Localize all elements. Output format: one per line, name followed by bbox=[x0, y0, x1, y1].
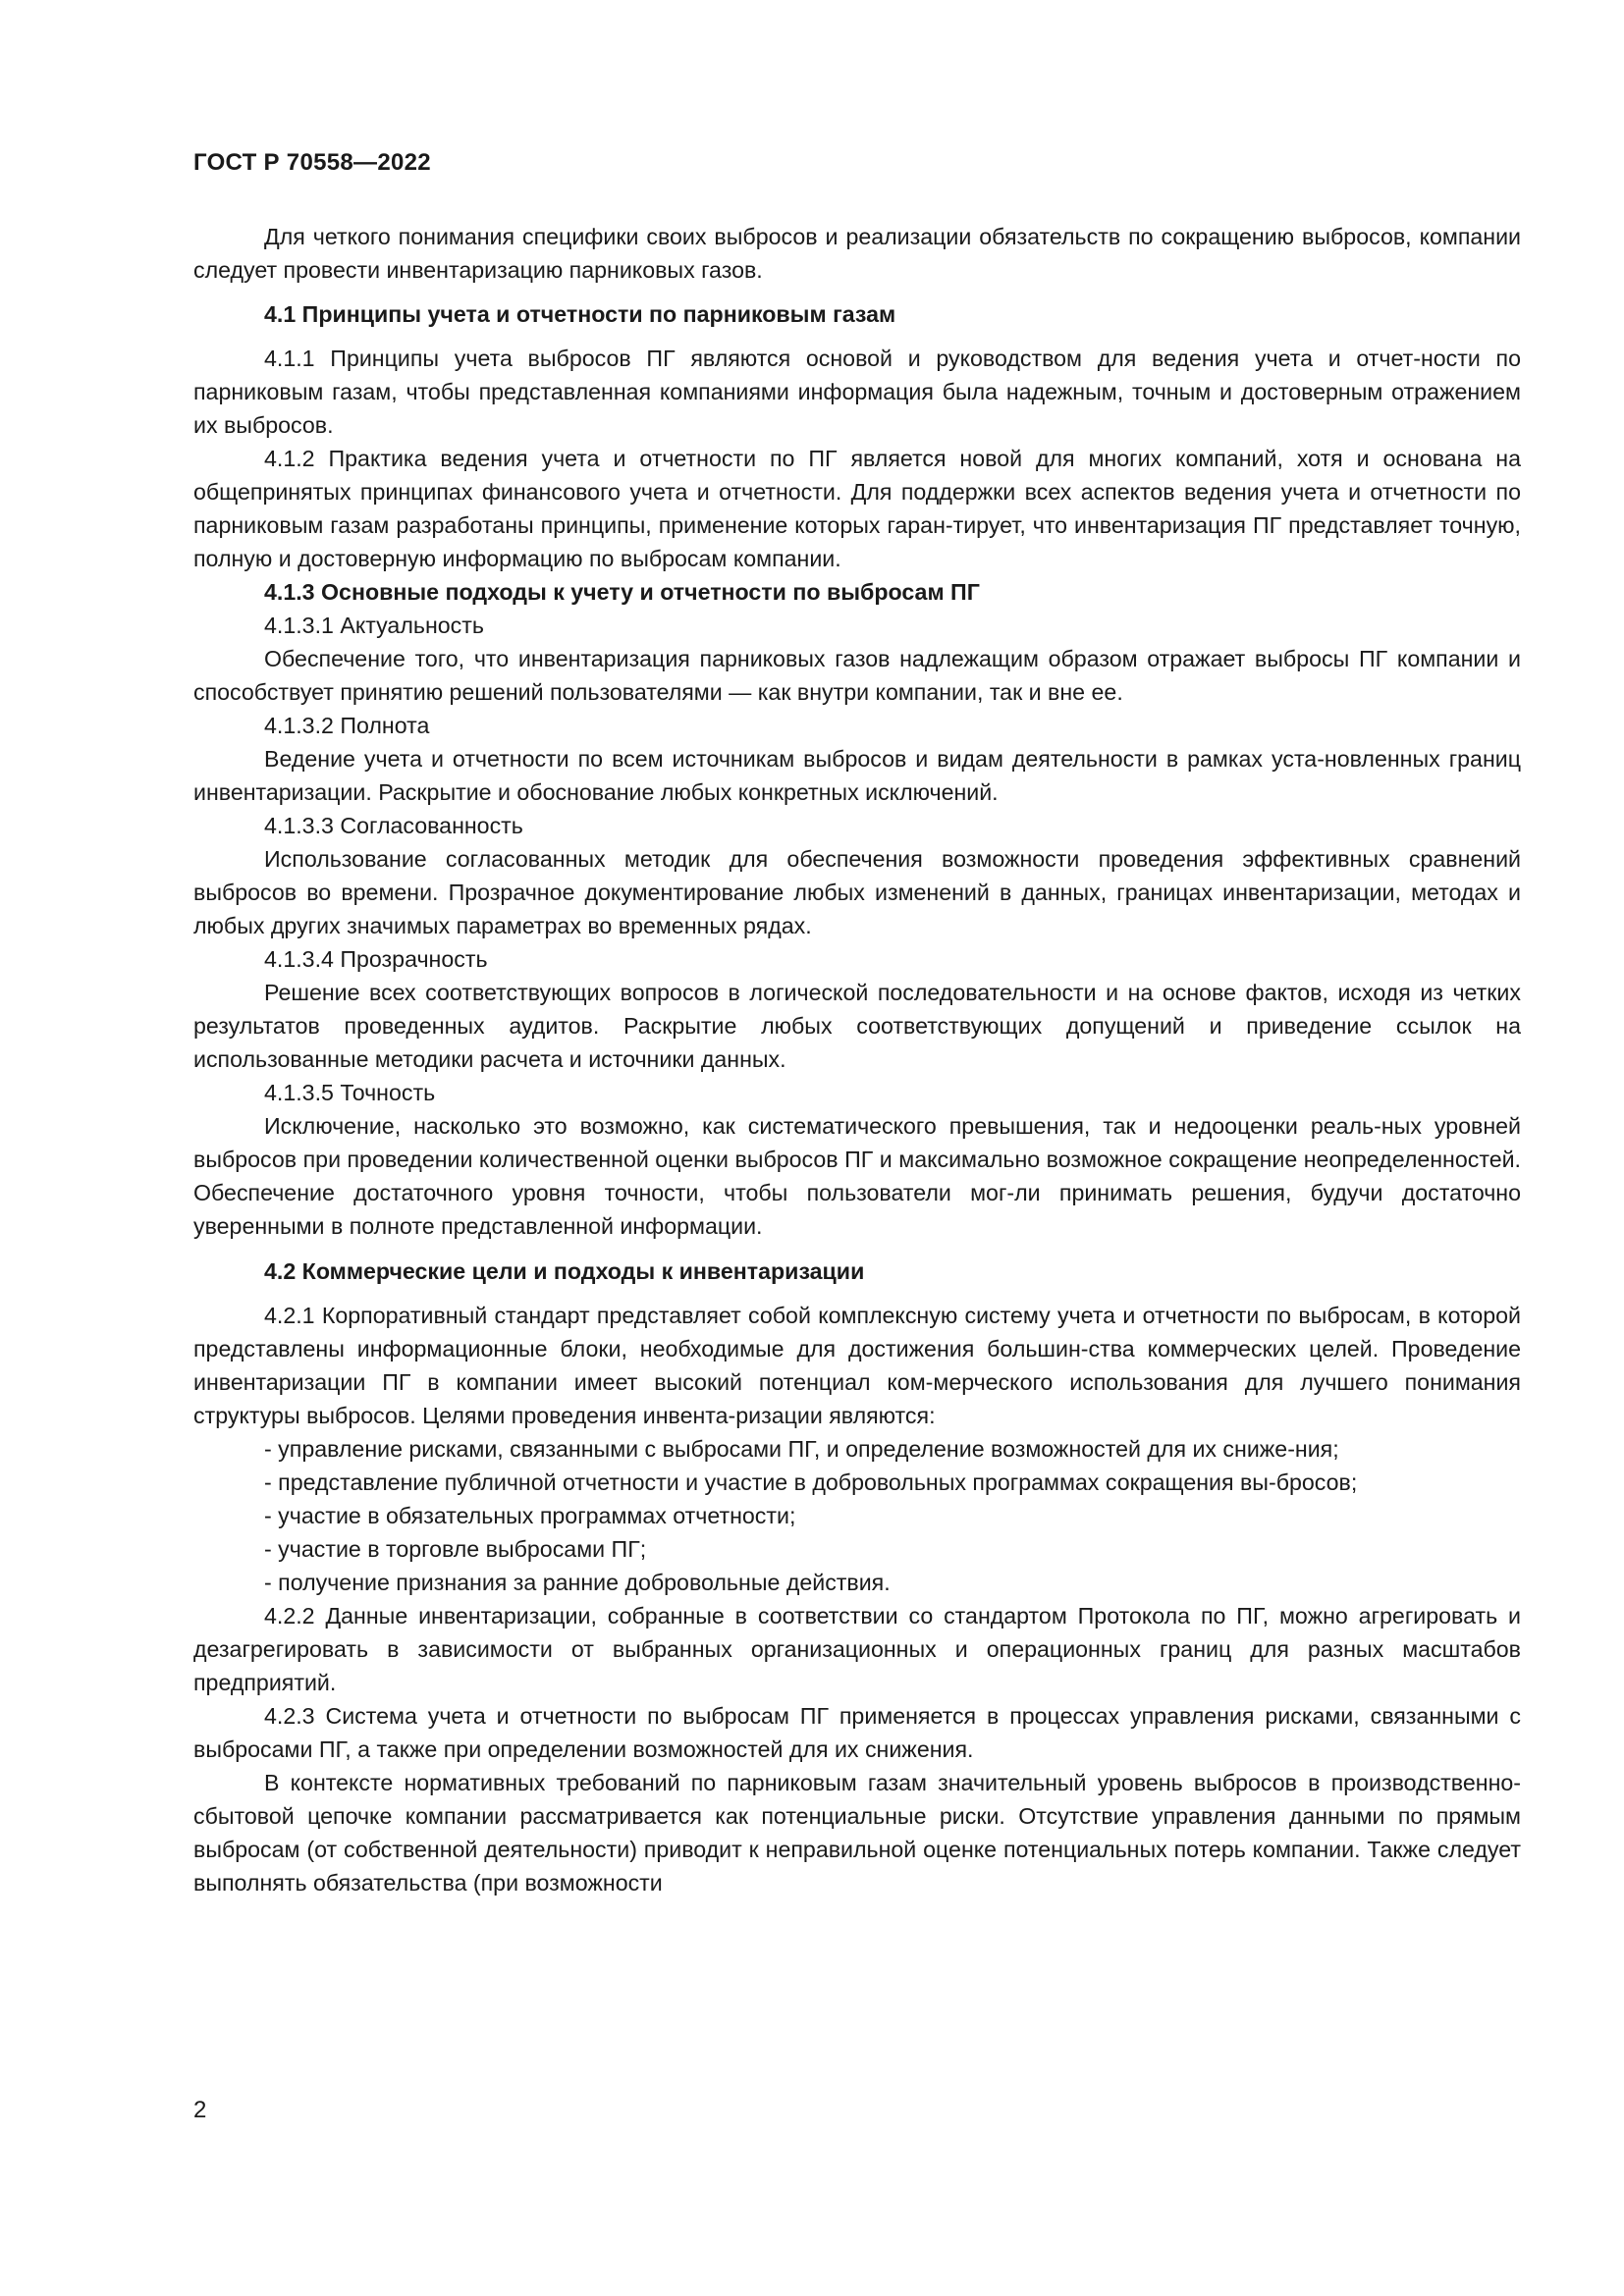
paragraph-4-1-3-3: Использование согласованных методик для обеспечения возможности проведения эффективных сравнений выбросов во времени. Прозрачное документирование любых изменений в данных, границах инвентаризации, методах и любых других значимых параметрах во временных рядах. bbox=[193, 846, 1521, 938]
list-item: - участие в обязательных программах отчетности; bbox=[264, 1503, 796, 1528]
paragraph-4-2-2: 4.2.2 Данные инвентаризации, собранные в соответствии со стандартом Протокола по ПГ, можно агрегировать и дезагрегировать в зависимости от выбранных организационных и операционных границ для разных масштабов предприятий. bbox=[193, 1603, 1521, 1695]
document-body bbox=[193, 220, 1521, 1899]
paragraph-4-1-2: 4.1.2 Практика ведения учета и отчетности по ПГ является новой для многих компаний, хотя и основана на общепринятых принципах финансового учета и отчетности. Для поддержки всех аспектов ведения учета и отчетности по парниковым газам разработаны принципы, применение которых гаран-тирует, что инвентаризация ПГ представляет точную, полную и достоверную информацию по выбросам компании. bbox=[193, 446, 1521, 571]
paragraph-4-1-1: 4.1.1 Принципы учета выбросов ПГ являются основой и руководством для ведения учета и отчет-ности по парниковым газам, чтобы представленная компаниями информация была надежным, точным и достоверным отражением их выбросов. bbox=[193, 346, 1521, 438]
paragraph-4-1-3-5: Исключение, насколько это возможно, как систематического превышения, так и недооценки реаль-ных уровней выбросов при проведении количественной оценки выбросов ПГ и максимально возможное сокращение неопределенностей. Обеспечение достаточного уровня точности, чтобы пользователи мог-ли принимать решения, будучи достаточно уверенными в полноте представленной информации. bbox=[193, 1113, 1521, 1239]
section-heading-4-1-3: 4.1.3 Основные подходы к учету и отчетности по выбросам ПГ bbox=[264, 579, 980, 605]
paragraph-context: В контексте нормативных требований по парниковым газам значительный уровень выбросов в производственно-сбытовой цепочке компании рассматривается как потенциальные риски. Отсутствие управления данными по прямым выбросам (от собственной деятельности) приводит к неправильной оценке потенциальных потерь компании. Также следует выполнять обязательства (при возможности bbox=[193, 1770, 1521, 1896]
intro-paragraph: Для четкого понимания специфики своих выбросов и реализации обязательств по сокращению выбросов, компании следует провести инвентаризацию парниковых газов. bbox=[193, 224, 1521, 283]
paragraph-4-1-3-1: Обеспечение того, что инвентаризация парниковых газов надлежащим образом отражает выбросы ПГ компании и способствует принятию решений пользователями — как внутри компании, так и вне ее. bbox=[193, 646, 1521, 705]
paragraph-4-1-3-4: Решение всех соответствующих вопросов в логической последовательности и на основе фактов, исходя из четких результатов проведенных аудитов. Раскрытие любых соответствующих допущений и приведение ссылок на использованные методики расчета и источники данных. bbox=[193, 980, 1521, 1072]
section-heading-4-2: 4.2 Коммерческие цели и подходы к инвентаризации bbox=[264, 1258, 865, 1284]
subsection-title-4-1-3-3: 4.1.3.3 Согласованность bbox=[264, 813, 523, 838]
paragraph-4-2-3: 4.2.3 Система учета и отчетности по выбросам ПГ применяется в процессах управления рисками, связанными с выбросами ПГ, а также при определении возможностей для их снижения. bbox=[193, 1703, 1521, 1762]
paragraph-4-2-1: 4.2.1 Корпоративный стандарт представляет собой комплексную систему учета и отчетности по выбросам, в которой представлены информационные блоки, необходимые для достижения большин-ства коммерческих целей. Проведение инвентаризации ПГ в компании имеет высокий потенциал ком-мерческого использования для лучшего понимания структуры выбросов. Целями проведения инвента-ризации являются: bbox=[193, 1303, 1521, 1428]
subsection-title-4-1-3-1: 4.1.3.1 Актуальность bbox=[264, 613, 484, 638]
section-heading-4-1: 4.1 Принципы учета и отчетности по парниковым газам bbox=[264, 301, 896, 327]
list-item: - получение признания за ранние добровольные действия. bbox=[264, 1570, 891, 1595]
paragraph-4-1-3-2: Ведение учета и отчетности по всем источникам выбросов и видам деятельности в рамках уста-новленных границ инвентаризации. Раскрытие и обоснование любых конкретных исключений. bbox=[193, 746, 1521, 805]
list-item: - управление рисками, связанными с выбросами ПГ, и определение возможностей для их сниже-ния; bbox=[264, 1436, 1339, 1462]
page-number: 2 bbox=[193, 2097, 207, 2123]
subsection-title-4-1-3-2: 4.1.3.2 Полнота bbox=[264, 713, 430, 738]
document-header: ГОСТ Р 70558—2022 bbox=[193, 149, 431, 176]
list-item: - участие в торговле выбросами ПГ; bbox=[264, 1536, 647, 1562]
subsection-title-4-1-3-5: 4.1.3.5 Точность bbox=[264, 1080, 436, 1105]
list-item: - представление публичной отчетности и участие в добровольных программах сокращения вы-бросов; bbox=[264, 1469, 1358, 1495]
subsection-title-4-1-3-4: 4.1.3.4 Прозрачность bbox=[264, 946, 488, 972]
